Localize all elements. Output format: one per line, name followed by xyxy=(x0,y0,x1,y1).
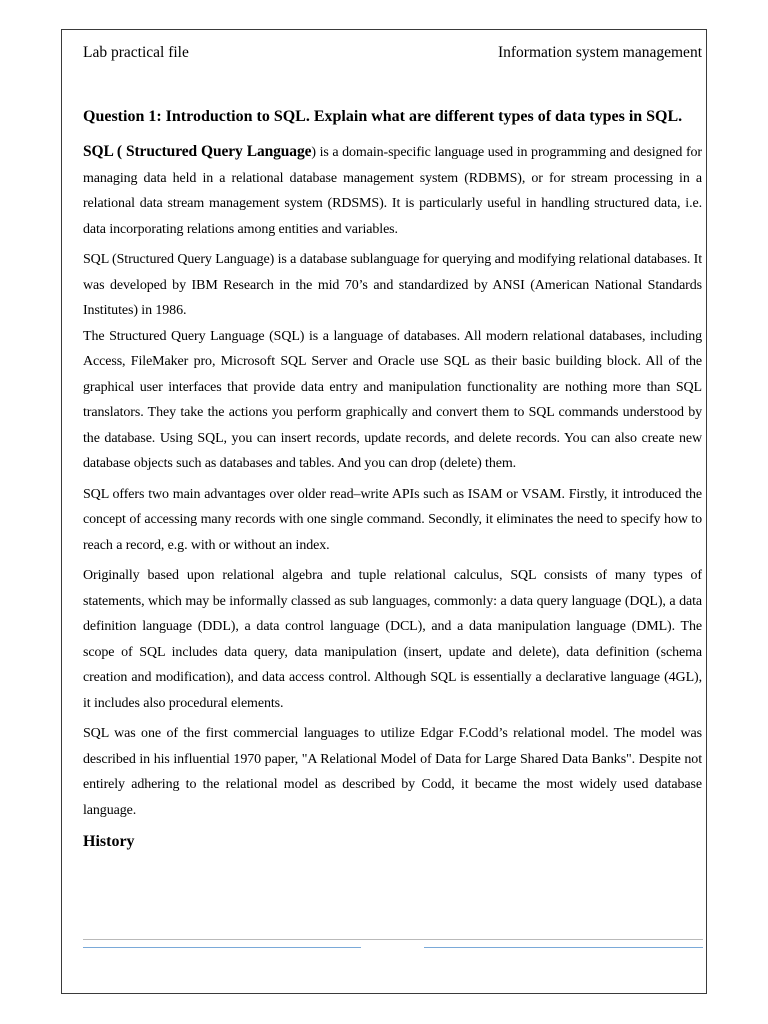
intro-lead: SQL ( Structured Query Language xyxy=(83,143,312,160)
document-body xyxy=(83,102,702,853)
header-left-title: Lab practical file xyxy=(83,44,189,61)
paragraph-sublanguages: Originally based upon relational algebra and tuple relational calculus, SQL consists of many types of statements, which may be informally classed as sub languages, commonly: a data query language (DQL), a data definition language (DDL), a data control language (DCL), and a data manipulation language (DML). The scope of SQL includes data query, data manipulation (insert, update and delete), data definition (schema creation and modification), and data access control. Although SQL is essentially a declarative language (4GL), it includes also procedural elements. xyxy=(83,568,702,711)
footer-rule xyxy=(83,939,703,940)
paragraph-sql-language: The Structured Query Language (SQL) is a language of databases. All modern relational databases, including Access, FileMaker pro, Microsoft SQL Server and Oracle use SQL as their basic building block. All of the graphical user interfaces that provide data entry and manipulation functionality are nothing more than SQL translators. They take the actions you perform graphically and convert them to SQL commands understood by the database. Using SQL, you can insert records, update records, and delete records. You can also create new database objects such as databases and tables. And you can drop (delete) them. xyxy=(83,328,702,471)
question-heading: Question 1: Introduction to SQL. Explain what are different types of data types in SQL. xyxy=(83,108,683,125)
header-right-title: Information system management xyxy=(497,44,702,61)
paragraph-ibm-history: SQL (Structured Query Language) is a database sublanguage for querying and modifying relational databases. It was developed by IBM Research in the mid 70’s and standardized by ANSI (American National Standards Institutes) in 1986. xyxy=(83,252,702,318)
intro-rest: ) is a domain-specific language used in programming and designed for managing data held in a relational database management system (RDBMS), or for stream processing in a relational data stream management system (RDSMS). It is particularly useful in handling structured data, i.e. data incorporating relations among entities and variables. xyxy=(83,145,702,237)
paragraph-codd: SQL was one of the first commercial languages to utilize Edgar F.Codd’s relational model. The model was described in his influential 1970 paper, "A Relational Model of Data for Large Shared Data Banks". Despite not entirely adhering to the relational model as described by Codd, it became the most widely used database language. xyxy=(83,726,702,818)
footer-line-right xyxy=(424,947,703,948)
intro-paragraph xyxy=(83,139,702,242)
footer-line-left xyxy=(83,947,361,948)
paragraph-advantages: SQL offers two main advantages over older read–write APIs such as ISAM or VSAM. Firstly, it introduced the concept of accessing many records with one single command. Secondly, it eliminates the need to specify how to reach a record, e.g. with or without an index. xyxy=(83,486,702,553)
section-heading-history: History xyxy=(83,833,135,850)
